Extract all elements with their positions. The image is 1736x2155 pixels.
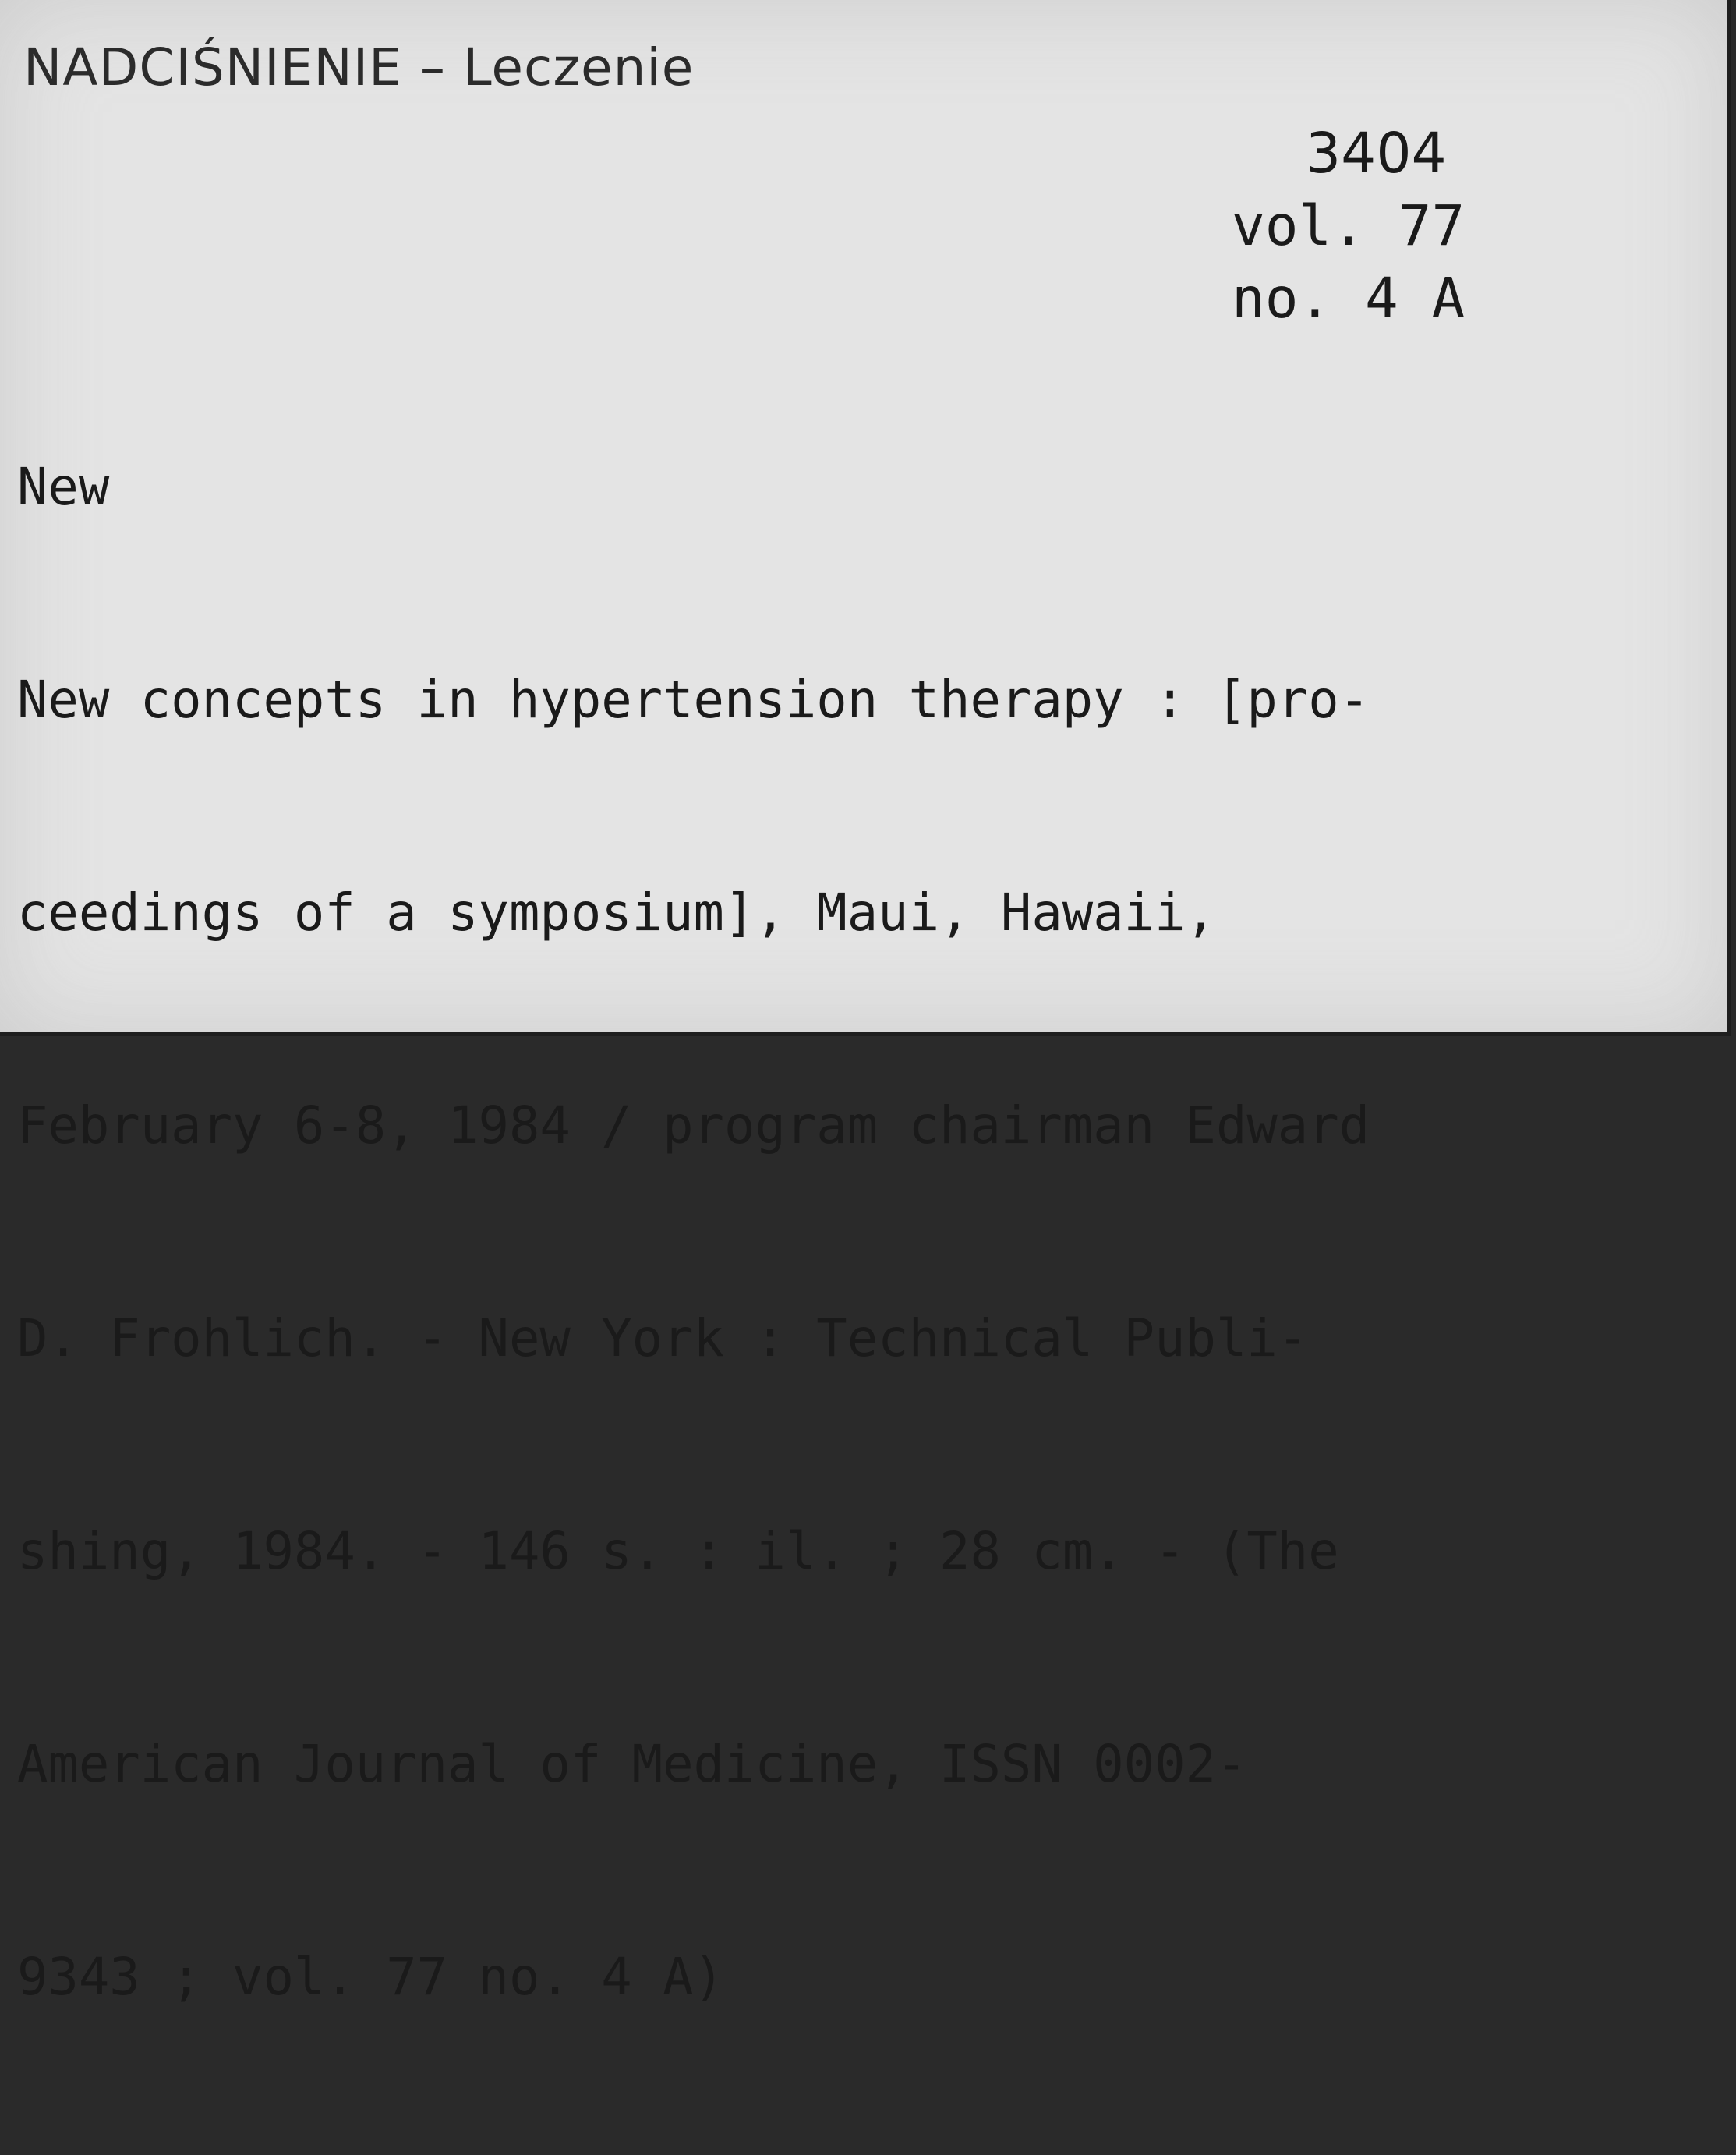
main-entry: New	[17, 458, 110, 517]
description-line: shing, 1984. - 146 s. : il. ; 28 cm. - (The	[17, 1522, 1339, 1581]
call-number-line: vol. 77	[1232, 193, 1466, 258]
call-number-line: 3404	[1306, 121, 1447, 186]
call-number	[1232, 117, 1512, 334]
description-line: New concepts in hypertension therapy : [pro-	[17, 671, 1370, 730]
catalog-entry	[17, 310, 1370, 2155]
call-number-line: no. 4 A	[1232, 266, 1466, 331]
description-line: ceedings of a symposium], Maui, Hawaii,	[17, 883, 1216, 943]
description-line: D. Frohlich. - New York : Technical Publi-	[17, 1309, 1309, 1368]
description-line: American Journal of Medicine, ISSN 0002-	[17, 1735, 1247, 1794]
description-line: February 6-8, 1984 / program chairman Edward	[17, 1096, 1370, 1155]
subject-heading: NADCIŚNIENIE – Leczenie	[23, 37, 695, 97]
description-line: 9343 ; vol. 77 no. 4 A)	[17, 1948, 724, 2007]
